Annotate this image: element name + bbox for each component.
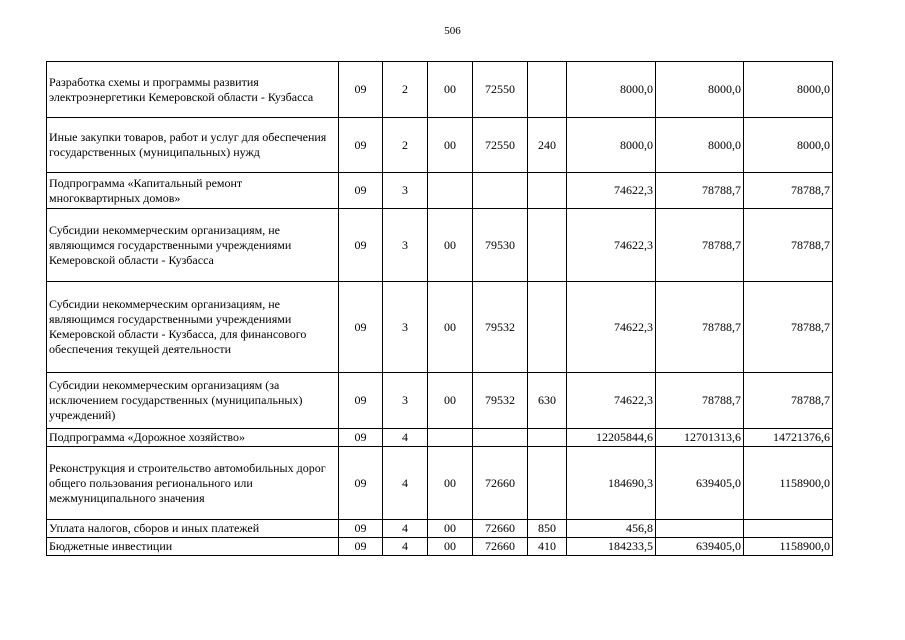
amount-year1-cell: 8000,0 — [567, 118, 656, 173]
row-name-cell: Разработка схемы и программы развития электроэнергетики Кемеровской области - Кузбасса — [47, 62, 339, 118]
subsection-cell: 4 — [383, 447, 428, 520]
row-name-cell: Бюджетные инвестиции — [47, 538, 339, 556]
target-code-cell: 79532 — [473, 373, 528, 429]
amount-year3-cell: 78788,7 — [744, 373, 833, 429]
section-cell: 09 — [339, 429, 383, 447]
subsection-cell: 3 — [383, 209, 428, 282]
amount-year1-cell: 74622,3 — [567, 173, 656, 209]
target-code-cell — [473, 173, 528, 209]
budget-table — [46, 61, 833, 556]
amount-year2-cell: 8000,0 — [656, 62, 744, 118]
amount-year2-cell: 639405,0 — [656, 447, 744, 520]
target-code-cell: 72660 — [473, 447, 528, 520]
section-cell: 09 — [339, 118, 383, 173]
section-cell: 09 — [339, 282, 383, 373]
amount-year2-cell: 78788,7 — [656, 282, 744, 373]
amount-year2-cell: 8000,0 — [656, 118, 744, 173]
amount-year1-cell: 184690,3 — [567, 447, 656, 520]
table-row — [47, 373, 833, 429]
expense-type-cell — [528, 173, 567, 209]
section-cell: 09 — [339, 173, 383, 209]
subprogram-cell: 00 — [428, 373, 473, 429]
amount-year1-cell: 74622,3 — [567, 373, 656, 429]
subprogram-cell: 00 — [428, 118, 473, 173]
target-code-cell: 72660 — [473, 538, 528, 556]
table-row — [47, 173, 833, 209]
table-row — [47, 118, 833, 173]
target-code-cell: 72660 — [473, 520, 528, 538]
row-name-cell: Иные закупки товаров, работ и услуг для обеспечения государственных (муниципальных) нужд — [47, 118, 339, 173]
amount-year2-cell: 78788,7 — [656, 173, 744, 209]
section-cell: 09 — [339, 538, 383, 556]
amount-year3-cell: 78788,7 — [744, 173, 833, 209]
amount-year2-cell: 12701313,6 — [656, 429, 744, 447]
expense-type-cell: 240 — [528, 118, 567, 173]
subprogram-cell: 00 — [428, 447, 473, 520]
subprogram-cell — [428, 429, 473, 447]
subprogram-cell: 00 — [428, 209, 473, 282]
expense-type-cell — [528, 209, 567, 282]
amount-year1-cell: 184233,5 — [567, 538, 656, 556]
amount-year3-cell — [744, 520, 833, 538]
table-row — [47, 62, 833, 118]
amount-year2-cell: 78788,7 — [656, 209, 744, 282]
amount-year3-cell: 1158900,0 — [744, 447, 833, 520]
row-name-cell: Субсидии некоммерческим организациям (за исключением государственных (муниципальных) учреждений) — [47, 373, 339, 429]
amount-year1-cell: 456,8 — [567, 520, 656, 538]
expense-type-cell — [528, 282, 567, 373]
subsection-cell: 4 — [383, 538, 428, 556]
target-code-cell: 79530 — [473, 209, 528, 282]
subprogram-cell — [428, 173, 473, 209]
subsection-cell: 3 — [383, 173, 428, 209]
row-name-cell: Реконструкция и строительство автомобильных дорог общего пользования регионального или межмуниципального значения — [47, 447, 339, 520]
expense-type-cell: 410 — [528, 538, 567, 556]
row-name-cell: Уплата налогов, сборов и иных платежей — [47, 520, 339, 538]
table-row — [47, 282, 833, 373]
subprogram-cell: 00 — [428, 538, 473, 556]
amount-year2-cell: 639405,0 — [656, 538, 744, 556]
table-row — [47, 429, 833, 447]
subprogram-cell: 00 — [428, 62, 473, 118]
section-cell: 09 — [339, 209, 383, 282]
amount-year1-cell: 12205844,6 — [567, 429, 656, 447]
amount-year2-cell: 78788,7 — [656, 373, 744, 429]
table-row — [47, 520, 833, 538]
section-cell: 09 — [339, 520, 383, 538]
target-code-cell — [473, 429, 528, 447]
subsection-cell: 4 — [383, 520, 428, 538]
expense-type-cell: 850 — [528, 520, 567, 538]
table-row — [47, 447, 833, 520]
expense-type-cell — [528, 429, 567, 447]
amount-year1-cell: 74622,3 — [567, 282, 656, 373]
section-cell: 09 — [339, 373, 383, 429]
amount-year3-cell: 8000,0 — [744, 62, 833, 118]
subsection-cell: 3 — [383, 282, 428, 373]
section-cell: 09 — [339, 62, 383, 118]
subsection-cell: 2 — [383, 62, 428, 118]
target-code-cell: 72550 — [473, 118, 528, 173]
section-cell: 09 — [339, 447, 383, 520]
amount-year3-cell: 78788,7 — [744, 209, 833, 282]
amount-year1-cell: 74622,3 — [567, 209, 656, 282]
row-name-cell: Субсидии некоммерческим организациям, не являющимся государственными учреждениями Кемеровской области - Кузбасса — [47, 209, 339, 282]
subprogram-cell: 00 — [428, 520, 473, 538]
page-number: 506 — [444, 25, 461, 37]
row-name-cell: Подпрограмма «Дорожное хозяйство» — [47, 429, 339, 447]
row-name-cell: Подпрограмма «Капитальный ремонт многоквартирных домов» — [47, 173, 339, 209]
target-code-cell: 79532 — [473, 282, 528, 373]
expense-type-cell — [528, 447, 567, 520]
expense-type-cell: 630 — [528, 373, 567, 429]
subsection-cell: 4 — [383, 429, 428, 447]
row-name-cell: Субсидии некоммерческим организациям, не являющимся государственными учреждениями Кемеровской области - Кузбасса, для финансового обеспечения текущей деятельности — [47, 282, 339, 373]
amount-year1-cell: 8000,0 — [567, 62, 656, 118]
amount-year3-cell: 78788,7 — [744, 282, 833, 373]
amount-year3-cell: 8000,0 — [744, 118, 833, 173]
subsection-cell: 2 — [383, 118, 428, 173]
amount-year3-cell: 1158900,0 — [744, 538, 833, 556]
table-row — [47, 209, 833, 282]
target-code-cell: 72550 — [473, 62, 528, 118]
expense-type-cell — [528, 62, 567, 118]
table-row — [47, 538, 833, 556]
amount-year3-cell: 14721376,6 — [744, 429, 833, 447]
subsection-cell: 3 — [383, 373, 428, 429]
amount-year2-cell — [656, 520, 744, 538]
subprogram-cell: 00 — [428, 282, 473, 373]
